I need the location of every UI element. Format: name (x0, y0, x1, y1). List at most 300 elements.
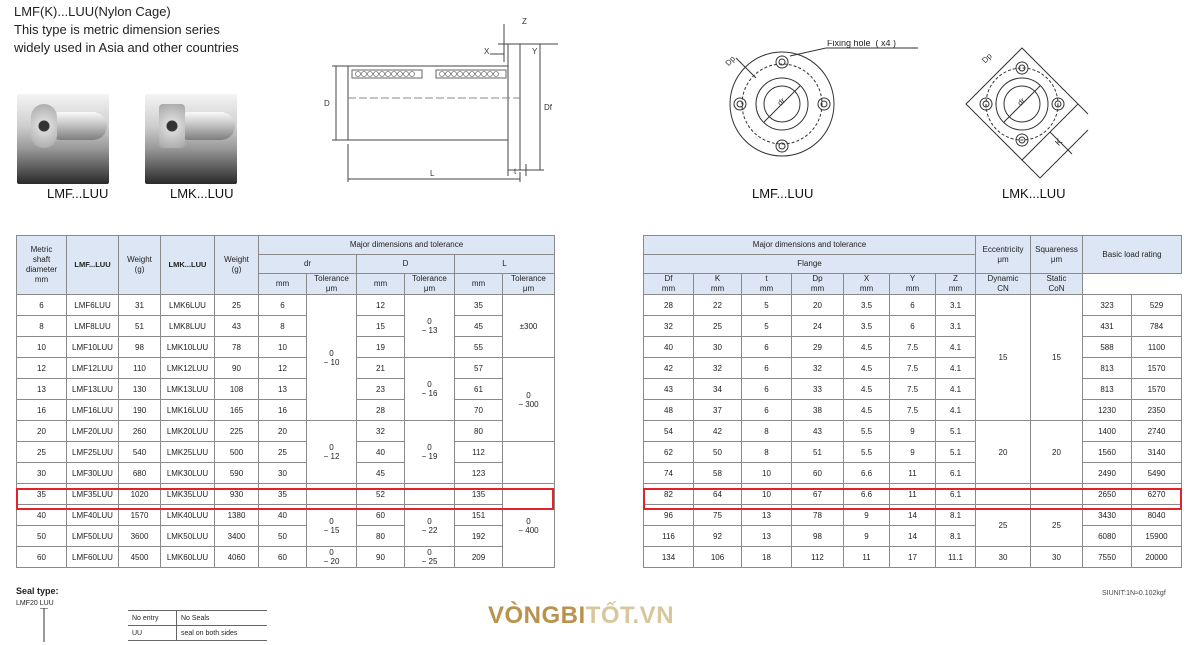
col-dynamic (976, 274, 1031, 295)
dynamic-load-cell: 1400 (1083, 421, 1132, 442)
label-Z: Z (522, 17, 527, 26)
D-tolerance-cell-bottom: − 22 (421, 525, 438, 535)
dr-cell: 8 (259, 316, 307, 337)
lmk-weight-cell: 25 (215, 295, 259, 316)
K-cell: 22 (694, 295, 742, 316)
static-load-cell: 6270 (1132, 484, 1182, 505)
D-tolerance-cell-top: 0 (427, 443, 432, 452)
lmf-model-cell: LMF25LUU (67, 442, 119, 463)
L-cell: 192 (455, 526, 503, 547)
D-tolerance-cell-bottom: − 13 (421, 326, 438, 335)
dr-tolerance-cell-top: 0 (329, 548, 334, 557)
Z-cell: 3.1 (936, 316, 976, 337)
Y-cell: 17 (890, 547, 936, 568)
table-row (17, 526, 555, 547)
table-row (17, 295, 555, 316)
lmk-weight-cell: 500 (215, 442, 259, 463)
col-lmf-weight (119, 236, 161, 295)
h-dp-b: mm (810, 284, 825, 293)
table-row (644, 463, 1182, 484)
D-cell: 90 (357, 547, 405, 568)
Z-cell: 4.1 (936, 400, 976, 421)
group-D: D (357, 255, 455, 274)
lmf-label-dr: dr (775, 96, 788, 108)
dr-tolerance-cell (307, 295, 357, 421)
weight-h1: Weight (127, 255, 152, 264)
Z-cell: 6.1 (936, 463, 976, 484)
eccentricity-cell (976, 484, 1031, 505)
t-cell: 6 (742, 358, 792, 379)
dr-tolerance-cell (307, 547, 357, 568)
tol-d: μm (423, 284, 436, 293)
dr-cell: 13 (259, 379, 307, 400)
Df-cell: 42 (644, 358, 694, 379)
L-mm: mm (455, 274, 503, 295)
shaft-diameter-cell: 10 (17, 337, 67, 358)
seal-example: LMF20 LUU (16, 600, 54, 607)
static-load-cell: 1100 (1132, 337, 1182, 358)
dynamic-load-cell: 1230 (1083, 400, 1132, 421)
static-load-cell: 8040 (1132, 505, 1182, 526)
dynamic-load-cell: 2490 (1083, 463, 1132, 484)
table-row (17, 337, 555, 358)
dr-tolerance-cell-top: 0 (329, 443, 334, 452)
Z-cell: 3.1 (936, 295, 976, 316)
shaft-diameter-cell: 25 (17, 442, 67, 463)
h-t-b: mm (759, 284, 774, 293)
Y-cell: 11 (890, 484, 936, 505)
table-row (17, 358, 555, 379)
Dp-cell: 112 (792, 547, 844, 568)
L-tolerance-cell (503, 295, 555, 358)
L-tolerance-cell-top: 0 (526, 390, 531, 400)
dr-mm: mm (259, 274, 307, 295)
table-row (17, 379, 555, 400)
Df-cell: 82 (644, 484, 694, 505)
dr-cell: 60 (259, 547, 307, 568)
weight-h2: (g) (134, 265, 145, 274)
static-load-cell: 1570 (1132, 358, 1182, 379)
lmk-weight-cell: 90 (215, 358, 259, 379)
lmk-model-cell: LMK20LUU (161, 421, 215, 442)
dr-tolerance-cell (307, 484, 357, 505)
static-load-cell: 5490 (1132, 463, 1182, 484)
lmk-drawing-caption: LMK...LUU (1002, 186, 1066, 201)
L-cell: 35 (455, 295, 503, 316)
lmk-model-cell: LMK16LUU (161, 400, 215, 421)
table-row (17, 400, 555, 421)
basic-load-rating-header: Basic load rating (1083, 236, 1182, 274)
D-tolerance-cell (405, 547, 455, 568)
lmf-model-cell: LMF10LUU (67, 337, 119, 358)
D-tolerance-cell-bottom: − 19 (421, 452, 438, 461)
lmf-weight-cell: 1570 (119, 505, 161, 526)
lmf-weight-cell: 51 (119, 316, 161, 337)
dr-tolerance-cell-bottom: − 10 (323, 357, 340, 367)
Y-cell: 14 (890, 526, 936, 547)
col-eccentricity (976, 236, 1031, 274)
table-row (17, 463, 555, 484)
dr-tolerance-cell-bottom: − 20 (323, 557, 340, 566)
Y-cell: 14 (890, 505, 936, 526)
D-cell: 32 (357, 421, 405, 442)
table-row (644, 400, 1182, 421)
table-row (17, 421, 555, 442)
col-shaft-diameter (17, 236, 67, 295)
dr-cell: 10 (259, 337, 307, 358)
Y-cell: 9 (890, 421, 936, 442)
K-cell: 30 (694, 337, 742, 358)
Z-cell: 11.1 (936, 547, 976, 568)
table-row (17, 505, 555, 526)
X-cell: 9 (844, 505, 890, 526)
tol-e: Tolerance (511, 274, 546, 283)
lmk-model-cell: LMK25LUU (161, 442, 215, 463)
K-cell: 25 (694, 316, 742, 337)
major-dimensions-header: Major dimensions and tolerance (259, 236, 555, 255)
lmk-model-cell: LMK10LUU (161, 337, 215, 358)
table-row (644, 295, 1182, 316)
Z-cell: 8.1 (936, 526, 976, 547)
Z-cell: 4.1 (936, 358, 976, 379)
Df-cell: 54 (644, 421, 694, 442)
shaft-h1: Metric (30, 245, 53, 254)
col-lmk-model: LMK...LUU (161, 236, 215, 295)
lmk-model-cell: LMK50LUU (161, 526, 215, 547)
t-cell: 6 (742, 337, 792, 358)
Y-cell: 6 (890, 316, 936, 337)
K-cell: 50 (694, 442, 742, 463)
X-cell: 4.5 (844, 379, 890, 400)
D-tolerance-cell-top: 0 (427, 380, 432, 389)
lmk-model-cell: LMK8LUU (161, 316, 215, 337)
Z-cell: 8.1 (936, 505, 976, 526)
ecc-h1: Eccentricity (982, 244, 1024, 254)
Df-cell: 40 (644, 337, 694, 358)
Dp-cell: 38 (792, 400, 844, 421)
D-tolerance (405, 274, 455, 295)
h-y-a: Y (909, 274, 916, 283)
L-tolerance-cell (503, 442, 555, 484)
h-df-a: Df (664, 274, 673, 283)
D-cell: 40 (357, 442, 405, 463)
dr-cell: 12 (259, 358, 307, 379)
left-spec-table (16, 235, 555, 568)
lmf-model-cell: LMF20LUU (67, 421, 119, 442)
X-cell: 3.5 (844, 295, 890, 316)
lmf-model-cell: LMF40LUU (67, 505, 119, 526)
dr-cell: 25 (259, 442, 307, 463)
unit-note: SIUNIT:1N≈0.102kgf (1102, 590, 1166, 597)
label-t: t (514, 167, 517, 176)
D-cell: 60 (357, 505, 405, 526)
shaft-diameter-cell: 13 (17, 379, 67, 400)
lmk-model-cell: LMK40LUU (161, 505, 215, 526)
X-cell: 9 (844, 526, 890, 547)
h-k-a: K (714, 274, 721, 283)
static-load-cell: 2740 (1132, 421, 1182, 442)
t-cell: 6 (742, 400, 792, 421)
Dp-cell: 20 (792, 295, 844, 316)
squareness-cell: 30 (1031, 547, 1083, 568)
lmk-model-cell: LMK30LUU (161, 463, 215, 484)
lmf-model-cell: LMF13LUU (67, 379, 119, 400)
table-row (644, 505, 1182, 526)
h-t-a: t (765, 274, 768, 283)
side-view-drawing (318, 14, 558, 186)
label-Df: Df (544, 103, 552, 112)
fixing-hole-label: Fixing hole ( x4 ) (827, 40, 897, 48)
lmf-weight-cell: 260 (119, 421, 161, 442)
lmf-front-view-drawing (722, 40, 932, 188)
D-tolerance-cell (405, 358, 455, 421)
t-cell: 13 (742, 505, 792, 526)
lmk-weight-cell: 590 (215, 463, 259, 484)
h-dyn-b: CN (997, 284, 1009, 293)
h-x-a: X (863, 274, 870, 283)
squareness-cell: 25 (1031, 505, 1083, 547)
L-tolerance-cell-top: ±300 (519, 321, 538, 331)
D-tolerance-cell (405, 295, 455, 358)
X-cell: 5.5 (844, 442, 890, 463)
lmk-model-cell: LMK13LUU (161, 379, 215, 400)
shaft-diameter-cell: 40 (17, 505, 67, 526)
lmk-weight-cell: 165 (215, 400, 259, 421)
lmf-weight-cell: 540 (119, 442, 161, 463)
K-cell: 64 (694, 484, 742, 505)
Df-cell: 62 (644, 442, 694, 463)
dynamic-load-cell: 2650 (1083, 484, 1132, 505)
L-cell: 70 (455, 400, 503, 421)
lmf-weight-cell: 110 (119, 358, 161, 379)
Y-cell: 7.5 (890, 400, 936, 421)
h-sta-b: CoN (1048, 284, 1065, 293)
t-cell: 13 (742, 526, 792, 547)
Z-cell: 4.1 (936, 337, 976, 358)
Dp-cell: 51 (792, 442, 844, 463)
table-row (644, 337, 1182, 358)
table-row (644, 379, 1182, 400)
D-tolerance-cell (405, 421, 455, 484)
lmk-front-view-drawing (960, 40, 1090, 188)
t-cell: 18 (742, 547, 792, 568)
dynamic-load-cell: 588 (1083, 337, 1132, 358)
dr-cell: 6 (259, 295, 307, 316)
logo-part-1: VÒNGBI (488, 602, 586, 629)
lmf-weight-cell: 1020 (119, 484, 161, 505)
h-sta-a: Static (1046, 274, 1067, 283)
Y-cell: 11 (890, 463, 936, 484)
D-tolerance-cell-top: 0 (427, 317, 432, 326)
h-df-b: mm (661, 284, 676, 293)
lmk-model-cell: LMK35LUU (161, 484, 215, 505)
Df-cell: 134 (644, 547, 694, 568)
lmf-model-cell: LMF50LUU (67, 526, 119, 547)
lmf-model-cell: LMF35LUU (67, 484, 119, 505)
h-z-b: mm (948, 284, 963, 293)
L-cell: 135 (455, 484, 503, 505)
D-tolerance-cell-bottom: − 25 (421, 557, 438, 566)
K-cell: 75 (694, 505, 742, 526)
seal-type-title: Seal type: (16, 586, 59, 596)
lmk-weight-cell: 930 (215, 484, 259, 505)
h-dp-a: Dp (812, 274, 823, 283)
col-Df (644, 274, 694, 295)
table-row (17, 442, 555, 463)
sq-h1: Squareness (1035, 244, 1078, 254)
tol-c: Tolerance (412, 274, 447, 283)
label-Y: Y (532, 47, 538, 56)
t-cell: 6 (742, 379, 792, 400)
Dp-cell: 67 (792, 484, 844, 505)
Dp-cell: 43 (792, 421, 844, 442)
lmk-weight-cell: 1380 (215, 505, 259, 526)
dr-cell: 35 (259, 484, 307, 505)
X-cell: 3.5 (844, 316, 890, 337)
description-line-2: widely used in Asia and other countries (14, 40, 239, 55)
dynamic-load-cell: 3430 (1083, 505, 1132, 526)
L-cell: 151 (455, 505, 503, 526)
K-cell: 106 (694, 547, 742, 568)
Y-cell: 7.5 (890, 337, 936, 358)
t-cell: 5 (742, 316, 792, 337)
table-row (644, 526, 1182, 547)
seal-key-1: No entry (128, 611, 177, 626)
col-lmf-model: LMF...LUU (67, 236, 119, 295)
shaft-diameter-cell: 12 (17, 358, 67, 379)
Df-cell: 116 (644, 526, 694, 547)
lmk-weight-cell: 43 (215, 316, 259, 337)
lmk-model-cell: LMK6LUU (161, 295, 215, 316)
col-X (844, 274, 890, 295)
static-load-cell: 784 (1132, 316, 1182, 337)
Dp-cell: 60 (792, 463, 844, 484)
Dp-cell: 24 (792, 316, 844, 337)
seal-key-2: UU (128, 626, 177, 641)
X-cell: 11 (844, 547, 890, 568)
lmf-weight-cell: 680 (119, 463, 161, 484)
seal-val-2: seal on both sides (177, 626, 268, 641)
squareness-cell: 15 (1031, 295, 1083, 421)
Y-cell: 7.5 (890, 358, 936, 379)
right-major-header: Major dimensions and tolerance (644, 236, 976, 255)
D-cell: 15 (357, 316, 405, 337)
K-cell: 58 (694, 463, 742, 484)
t-cell: 10 (742, 484, 792, 505)
label-L: L (430, 169, 435, 178)
eccentricity-cell: 20 (976, 421, 1031, 484)
col-t (742, 274, 792, 295)
lmf-model-cell: LMF16LUU (67, 400, 119, 421)
Z-cell: 5.1 (936, 421, 976, 442)
lmf-model-cell: LMF60LUU (67, 547, 119, 568)
table-row (644, 421, 1182, 442)
lmf-model-cell: LMF8LUU (67, 316, 119, 337)
L-cell: 112 (455, 442, 503, 463)
lmk-model-cell: LMK12LUU (161, 358, 215, 379)
dr-tolerance-cell (307, 505, 357, 547)
table-row (17, 547, 555, 568)
Dp-cell: 98 (792, 526, 844, 547)
L-cell: 123 (455, 463, 503, 484)
D-tolerance-cell-bottom: − 16 (421, 389, 438, 398)
L-cell: 45 (455, 316, 503, 337)
Y-cell: 7.5 (890, 379, 936, 400)
lmf-model-cell: LMF30LUU (67, 463, 119, 484)
lmk-weight-cell: 3400 (215, 526, 259, 547)
Dp-cell: 29 (792, 337, 844, 358)
group-L: L (455, 255, 555, 274)
t-cell: 8 (742, 421, 792, 442)
table-row (17, 316, 555, 337)
Y-cell: 9 (890, 442, 936, 463)
dr-tolerance-cell-top: 0 (329, 348, 334, 358)
dr-cell: 16 (259, 400, 307, 421)
label-D: D (324, 99, 330, 108)
Z-cell: 5.1 (936, 442, 976, 463)
Df-cell: 74 (644, 463, 694, 484)
lmk-photo-caption: LMK...LUU (170, 186, 234, 201)
h-x-b: mm (859, 284, 874, 293)
D-cell: 52 (357, 484, 405, 505)
t-cell: 10 (742, 463, 792, 484)
static-load-cell: 529 (1132, 295, 1182, 316)
K-cell: 42 (694, 421, 742, 442)
Df-cell: 96 (644, 505, 694, 526)
Df-cell: 43 (644, 379, 694, 400)
static-load-cell: 15900 (1132, 526, 1182, 547)
X-cell: 5.5 (844, 421, 890, 442)
lmf-model-cell: LMF12LUU (67, 358, 119, 379)
shaft-diameter-cell: 50 (17, 526, 67, 547)
eccentricity-cell: 25 (976, 505, 1031, 547)
t-cell: 8 (742, 442, 792, 463)
D-cell: 21 (357, 358, 405, 379)
table-row (644, 484, 1182, 505)
X-cell: 4.5 (844, 358, 890, 379)
description-line-1: This type is metric dimension series (14, 22, 220, 37)
tol-a: Tolerance (314, 274, 349, 283)
L-cell: 209 (455, 547, 503, 568)
sq-h2: μm (1050, 254, 1063, 264)
static-load-cell: 3140 (1132, 442, 1182, 463)
X-cell: 4.5 (844, 337, 890, 358)
K-cell: 92 (694, 526, 742, 547)
h-k-b: mm (710, 284, 725, 293)
shaft-h4: mm (34, 275, 49, 284)
X-cell: 6.6 (844, 484, 890, 505)
lmk-weight-cell: 78 (215, 337, 259, 358)
Z-cell: 6.1 (936, 484, 976, 505)
t-cell: 5 (742, 295, 792, 316)
dr-tolerance-cell-bottom: − 12 (323, 452, 340, 461)
lmk-label-k: K (1052, 136, 1065, 148)
seal-val-1: No Seals (177, 611, 268, 626)
weight2-h2: (g) (231, 265, 242, 274)
shaft-diameter-cell: 35 (17, 484, 67, 505)
lmk-label-dp: Dp (980, 51, 994, 66)
dr-cell: 50 (259, 526, 307, 547)
Dp-cell: 78 (792, 505, 844, 526)
D-cell: 12 (357, 295, 405, 316)
eccentricity-cell: 15 (976, 295, 1031, 421)
dr-cell: 20 (259, 421, 307, 442)
col-K (694, 274, 742, 295)
D-tolerance-cell (405, 505, 455, 547)
lmf-model-cell: LMF6LUU (67, 295, 119, 316)
col-Dp (792, 274, 844, 295)
lmf-product-photo (17, 94, 109, 184)
